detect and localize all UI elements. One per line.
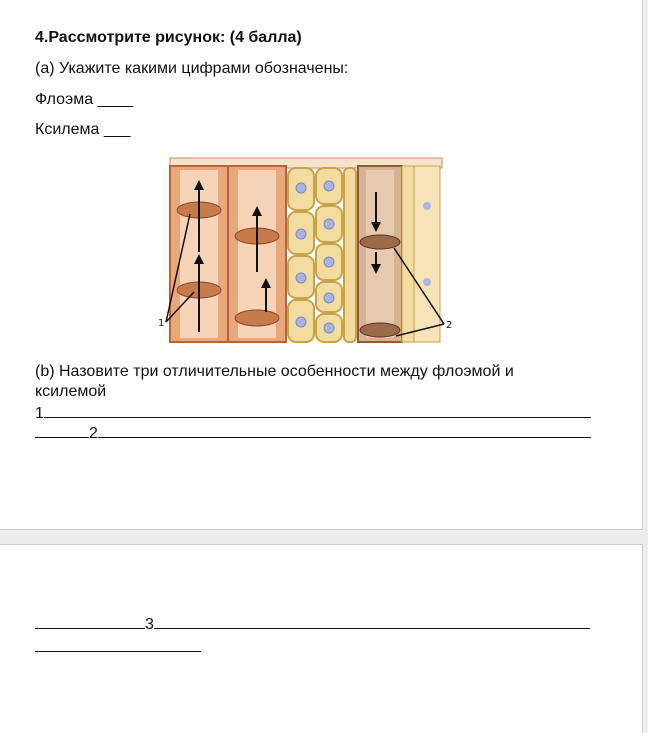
phloem-sieve-tube (358, 166, 440, 342)
answer-line-2 (35, 423, 591, 443)
xylem-vessel-right (228, 166, 286, 342)
phloem-answer-field: Флоэма ____ (35, 91, 134, 108)
answer-blank-3[interactable] (154, 614, 590, 629)
answer-blank-2-cont[interactable] (35, 614, 145, 629)
answer-blank-3-cont[interactable] (35, 637, 201, 652)
question-part-a: (а) Укажите какими цифрами обозначены: (35, 60, 349, 77)
answer-line-4 (35, 637, 201, 657)
xylem-vessel-left (170, 166, 228, 342)
answer-line-3 (35, 614, 590, 634)
figure-label-1: 1 (158, 318, 165, 329)
answer-line-1 (35, 403, 591, 423)
figure-label-2: 2 (446, 320, 453, 331)
answer-blank-2[interactable] (98, 423, 591, 438)
xylem-answer-field: Ксилема ___ (35, 121, 131, 138)
answer-blank-1-cont[interactable] (35, 423, 89, 438)
question-part-b: (b) Назовите три отличительные особенности между флоэмой и ксилемой (35, 363, 514, 400)
plant-tissue-figure (158, 152, 458, 352)
question-title: 4.Рассмотрите рисунок: (4 балла) (35, 29, 302, 46)
answer-number-3: 3 (145, 616, 154, 633)
answer-number-2: 2 (89, 425, 98, 442)
answer-number-1: 1 (35, 405, 44, 422)
parenchyma-cells (288, 168, 356, 342)
worksheet-page-2 (0, 544, 643, 733)
answer-blank-1[interactable] (44, 403, 591, 418)
